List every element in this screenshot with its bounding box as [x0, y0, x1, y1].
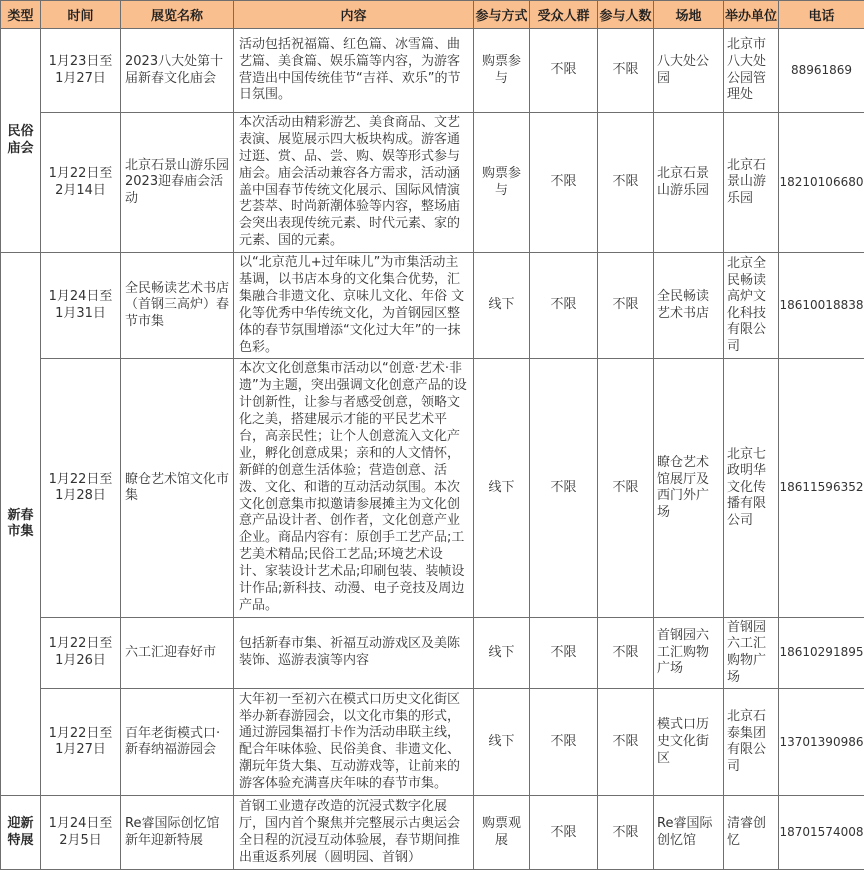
- cell-organizer: 北京市八大处公园管理处: [724, 29, 779, 113]
- header-method: 参与方式: [474, 1, 530, 29]
- table-row: [1, 796, 864, 870]
- cell-time: 1月22日至1月28日: [41, 359, 121, 617]
- group-label-new-year-market: 新春市集: [1, 253, 41, 796]
- cell-organizer: 清睿创忆: [724, 796, 779, 870]
- cell-method: 线下: [474, 359, 530, 617]
- header-audience: 受众人群: [530, 1, 598, 29]
- cell-time: 1月24日至2月5日: [41, 796, 121, 870]
- cell-participants: 不限: [598, 617, 654, 689]
- cell-time: 1月24日至1月31日: [41, 253, 121, 359]
- cell-content: 以“北京范儿+过年味儿”为市集活动主基调，以书店本身的文化集合优势，汇集融合非遗文化、京味儿文化、年俗 文化等优秀中华传统文化，为首钢园区整体的春节氛围增添“文化过大年”的一抹色彩。: [234, 253, 474, 359]
- cell-time: 1月23日至1月27日: [41, 29, 121, 113]
- group-label-new-year-special-exhibition: 迎新特展: [1, 796, 41, 870]
- cell-organizer: 北京石景山游乐园: [724, 113, 779, 253]
- cell-content: 包括新春市集、祈福互动游戏区及美陈装饰、巡游表演等内容: [234, 617, 474, 689]
- cell-phone: 18210106680: [779, 113, 864, 253]
- table-row: [1, 253, 864, 359]
- cell-participants: 不限: [598, 253, 654, 359]
- header-time: 时间: [41, 1, 121, 29]
- cell-method: 购票参与: [474, 113, 530, 253]
- cell-exhibition-name: 瞭仓艺术馆文化市集: [121, 359, 234, 617]
- table-row: [1, 113, 864, 253]
- cell-phone: 88961869: [779, 29, 864, 113]
- cell-exhibition-name: 2023八大处第十届新春文化庙会: [121, 29, 234, 113]
- cell-phone: 18610018838: [779, 253, 864, 359]
- header-venue: 场地: [654, 1, 724, 29]
- cell-participants: 不限: [598, 359, 654, 617]
- cell-method: 购票参与: [474, 29, 530, 113]
- cell-audience: 不限: [530, 29, 598, 113]
- cell-venue: Re睿国际创忆馆: [654, 796, 724, 870]
- table-row: [1, 359, 864, 617]
- cell-venue: 八大处公园: [654, 29, 724, 113]
- cell-organizer: 北京七政明华文化传播有限公司: [724, 359, 779, 617]
- header-exhibition-name: 展览名称: [121, 1, 234, 29]
- cell-phone: 18610291895: [779, 617, 864, 689]
- header-row: [1, 1, 864, 29]
- header-organizer: 举办单位: [724, 1, 779, 29]
- cell-content: 本次文化创意集市活动以“创意·艺术·非遗”为主题，突出强调文化创意产品的设计创新性，让参与者感受创意，领略文化之美，搭建展示才能的平民艺术平台，高亲民性；让个人创意流入文化产业，孵化创意成果；亲和的人文情怀，新鲜的创意生活体验；营造创意、活泼、文化、和谐的互动活动氛围。本次文化创意集市拟邀请参展摊主为文化创意产品设计者、创作者，文化创意产业企业。商品内容有：原创手工艺产品;工艺美术精品;民俗工艺品;环境艺术设计、家装设计艺术品;印刷包装、装帧设计作品;新科技、动漫、电子竞技及周边产品。: [234, 359, 474, 617]
- cell-audience: 不限: [530, 253, 598, 359]
- cell-exhibition-name: 六工汇迎春好市: [121, 617, 234, 689]
- cell-content: 本次活动由精彩游艺、美食商品、文艺表演、展览展示四大板块构成。游客通过逛、赏、品、尝、购、娱等形式参与庙会。庙会活动兼容各方需求，活动涵盖中国春节传统文化展示、国际风情演艺荟萃、时尚新潮体验等内容，整场庙会突出表现传统元素、时代元素、家的元素、国的元素。: [234, 113, 474, 253]
- cell-exhibition-name: 北京石景山游乐园2023迎春庙会活动: [121, 113, 234, 253]
- cell-audience: 不限: [530, 689, 598, 796]
- group-label-folk-temple-fair: 民俗庙会: [1, 29, 41, 253]
- cell-participants: 不限: [598, 113, 654, 253]
- cell-method: 线下: [474, 617, 530, 689]
- header-participants: 参与人数: [598, 1, 654, 29]
- cell-time: 1月22日至1月27日: [41, 689, 121, 796]
- cell-content: 首钢工业遗存改造的沉浸式数字化展厅，国内首个聚焦并完整展示古奥运会全日程的沉浸互动体验展，春节期间推出重返系列展（圆明园、首钢）: [234, 796, 474, 870]
- cell-audience: 不限: [530, 113, 598, 253]
- cell-phone: 18611596352: [779, 359, 864, 617]
- table-row: [1, 29, 864, 113]
- cell-time: 1月22日至1月26日: [41, 617, 121, 689]
- header-type: 类型: [1, 1, 41, 29]
- table-row: [1, 617, 864, 689]
- cell-venue: 瞭仓艺术馆展厅及西门外广场: [654, 359, 724, 617]
- cell-venue: 首钢园六工汇购物广场: [654, 617, 724, 689]
- cell-audience: 不限: [530, 359, 598, 617]
- cell-audience: 不限: [530, 796, 598, 870]
- cell-content: 大年初一至初六在模式口历史文化街区举办新春游园会，以文化市集的形式，通过游园集福打卡作为活动串联主线，配合年味体验、民俗美食、非遗文化、潮玩年货大集、互动游戏等，让前来的游客体验充满喜庆年味的春节市集。: [234, 689, 474, 796]
- cell-participants: 不限: [598, 796, 654, 870]
- cell-exhibition-name: 全民畅读艺术书店（首钢三高炉）春节市集: [121, 253, 234, 359]
- table-row: [1, 689, 864, 796]
- cell-method: 线下: [474, 689, 530, 796]
- cell-organizer: 首钢园六工汇购物广场: [724, 617, 779, 689]
- cell-organizer: 北京石泰集团有限公司: [724, 689, 779, 796]
- cell-organizer: 北京全民畅读高炉文化科技有限公司: [724, 253, 779, 359]
- cell-exhibition-name: Re睿国际创忆馆新年迎新特展: [121, 796, 234, 870]
- cell-participants: 不限: [598, 29, 654, 113]
- cell-method: 购票观展: [474, 796, 530, 870]
- header-phone: 电话: [779, 1, 864, 29]
- cell-venue: 模式口历史文化街区: [654, 689, 724, 796]
- cell-venue: 北京石景山游乐园: [654, 113, 724, 253]
- header-content: 内容: [234, 1, 474, 29]
- cell-content: 活动包括祝福篇、红色篇、冰雪篇、曲艺篇、美食篇、娱乐篇等内容，为游客营造出中国传统佳节“吉祥、欢乐”的节日氛围。: [234, 29, 474, 113]
- cell-method: 线下: [474, 253, 530, 359]
- cell-time: 1月22日至2月14日: [41, 113, 121, 253]
- cell-venue: 全民畅读艺术书店: [654, 253, 724, 359]
- cell-phone: 18701574008: [779, 796, 864, 870]
- cell-audience: 不限: [530, 617, 598, 689]
- cell-phone: 13701390986: [779, 689, 864, 796]
- cell-participants: 不限: [598, 689, 654, 796]
- cell-exhibition-name: 百年老街模式口·新春纳福游园会: [121, 689, 234, 796]
